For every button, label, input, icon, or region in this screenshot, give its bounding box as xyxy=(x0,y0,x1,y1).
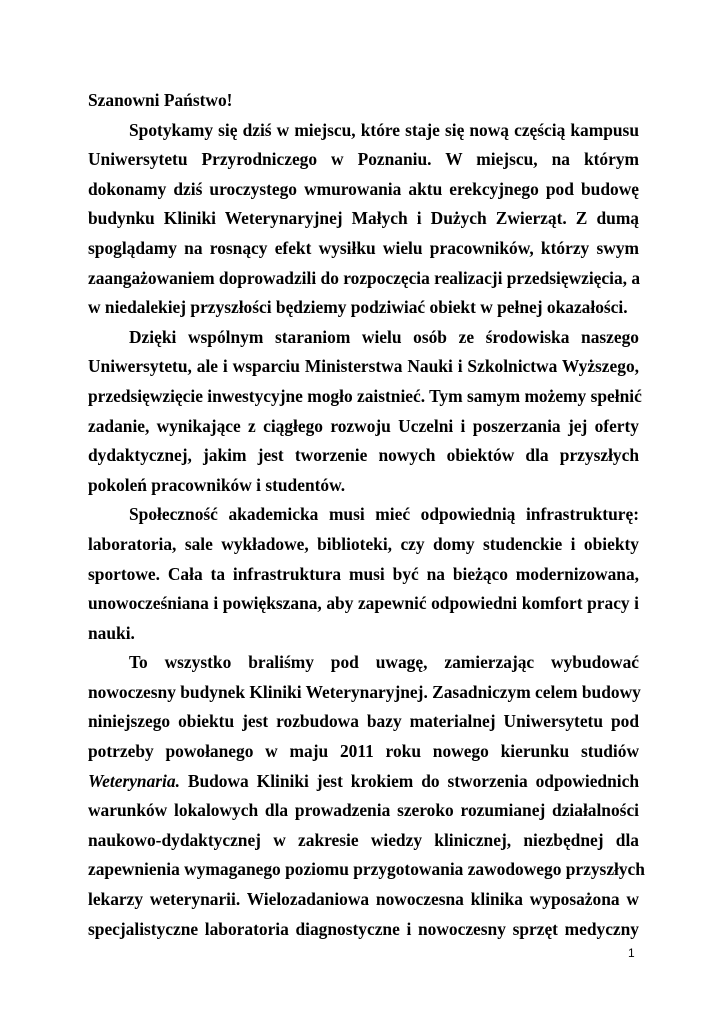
paragraph-2-line-5: dydaktycznej, jakim jest tworzenie nowych obiektów dla przyszłych xyxy=(88,445,639,466)
paragraph-4-line-5 xyxy=(88,767,639,797)
paragraph-4-line-3: niniejszego obiektu jest rozbudowa bazy materialnej Uniwersytetu pod xyxy=(88,711,639,732)
study-field-name: Weterynaria. xyxy=(88,770,180,791)
paragraph-4-line-10: specjalistyczne laboratoria diagnostyczne i nowoczesny sprzęt medyczny xyxy=(88,918,639,939)
paragraph-3-line-3: sportowe. Cała ta infrastruktura musi być na bieżąco modernizowana, xyxy=(88,563,639,584)
document-body xyxy=(88,86,645,944)
paragraph-4-line-4: potrzeby powołanego w maju 2011 roku nowego kierunku studiów xyxy=(88,741,639,762)
paragraph-1-line-1: Spotykamy się dziś w miejscu, które staje się nową częścią kampusu xyxy=(129,119,639,140)
page-number: 1 xyxy=(628,946,635,960)
paragraph-3-line-5: nauki. xyxy=(88,622,135,643)
paragraph-4-line-8: zapewnienia wymaganego poziomu przygotowania zawodowego przyszłych xyxy=(88,859,645,880)
paragraph-4-line-2: nowoczesny budynek Kliniki Weterynaryjnej. Zasadniczym celem budowy xyxy=(88,681,641,702)
paragraph-2-line-2: Uniwersytetu, ale i wsparciu Ministerstwa Nauki i Szkolnictwa Wyższego, xyxy=(88,356,639,377)
paragraph-4-line-7: naukowo-dydaktycznej w zakresie wiedzy klinicznej, niezbędnej dla xyxy=(88,829,639,850)
paragraph-2-line-6: pokoleń pracowników i studentów. xyxy=(88,474,346,495)
paragraph-3-line-2: laboratoria, sale wykładowe, biblioteki, czy domy studenckie i obiekty xyxy=(88,533,639,554)
paragraph-4-line-1: To wszystko braliśmy pod uwagę, zamierzając wybudować xyxy=(129,652,639,673)
paragraph-4-line-5-rest: Budowa Kliniki jest krokiem do stworzenia odpowiednich xyxy=(179,770,639,791)
paragraph-3-line-4: unowocześniana i powiększana, aby zapewnić odpowiedni komfort pracy i xyxy=(88,593,639,614)
paragraph-1-line-6: zaangażowaniem doprowadzili do rozpoczęcia realizacji przedsięwzięcia, a xyxy=(88,267,641,288)
paragraph-2-line-3: przedsięwzięcie inwestycyjne mogło zaistnieć. Tym samym możemy spełnić xyxy=(88,385,642,406)
paragraph-1-line-4: budynku Kliniki Weterynaryjnej Małych i Dużych Zwierząt. Z dumą xyxy=(88,208,639,229)
paragraph-1-line-5: spoglądamy na rosnący efekt wysiłku wielu pracowników, którzy swym xyxy=(88,237,639,258)
paragraph-1-line-3: dokonamy dziś uroczystego wmurowania aktu erekcyjnego pod budowę xyxy=(88,178,639,199)
paragraph-3-line-1: Społeczność akademicka musi mieć odpowiednią infrastrukturę: xyxy=(129,504,639,525)
paragraph-1-line-7: w niedalekiej przyszłości będziemy podziwiać obiekt w pełnej okazałości. xyxy=(88,297,628,318)
paragraph-4-line-9: lekarzy weterynarii. Wielozadaniowa nowoczesna klinika wyposażona w xyxy=(88,889,639,910)
paragraph-2-line-4: zadanie, wynikające z ciągłego rozwoju Uczelni i poszerzania jej oferty xyxy=(88,415,639,436)
salutation: Szanowni Państwo! xyxy=(88,90,233,110)
paragraph-4-line-6: warunków lokalowych dla prowadzenia szeroko rozumianej działalności xyxy=(88,800,639,821)
paragraph-2-line-1: Dzięki wspólnym staraniom wielu osób ze środowiska naszego xyxy=(129,326,639,347)
paragraph-1-line-2: Uniwersytetu Przyrodniczego w Poznaniu. W miejscu, na którym xyxy=(88,149,639,170)
